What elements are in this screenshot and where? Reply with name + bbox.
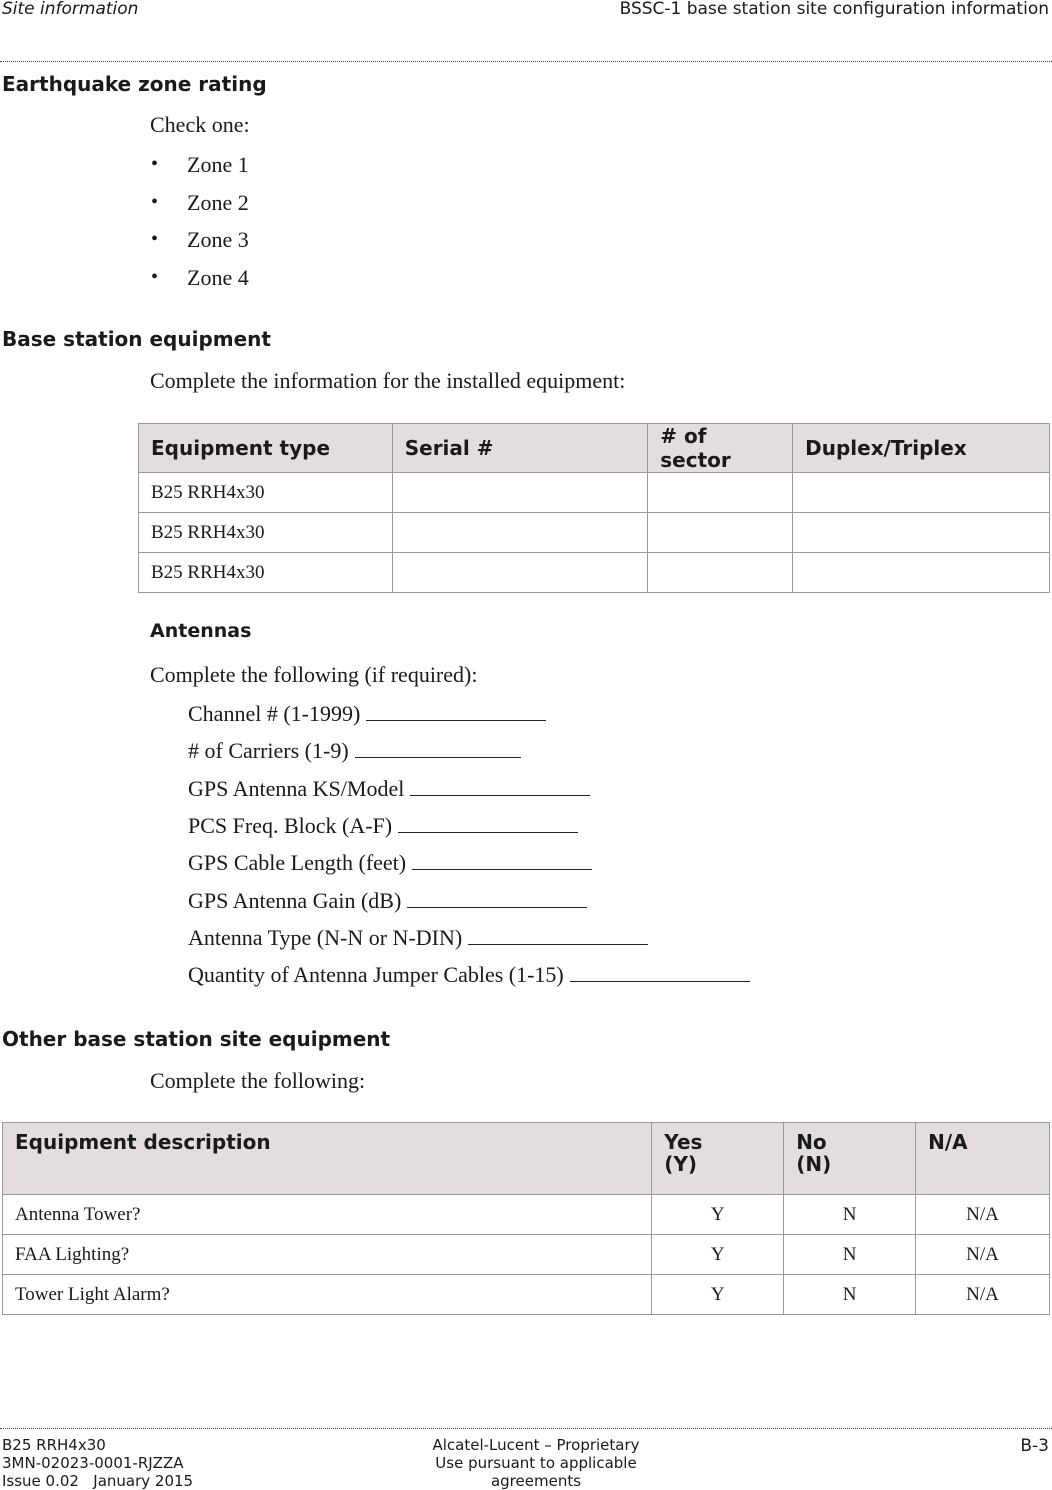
antenna-field (188, 888, 587, 914)
equipment-description-cell: Antenna Tower? (3, 1195, 652, 1235)
table-row (139, 473, 1050, 513)
fill-in-blank[interactable] (410, 777, 590, 796)
field-label: Channel # (1-1999) (188, 701, 361, 726)
zone-list (150, 146, 249, 296)
header-title: BSSC-1 base station site configuration information (619, 0, 1049, 19)
zone-label: Zone 2 (187, 189, 249, 215)
equipment-type-cell: B25 RRH4x30 (139, 553, 393, 593)
column-header: Serial # (392, 424, 648, 473)
table-row (3, 1275, 1050, 1315)
yes-option[interactable]: Y (652, 1195, 784, 1235)
antenna-field (188, 701, 546, 727)
column-header: Duplex/Triplex (793, 424, 1050, 473)
fill-in-blank[interactable] (398, 814, 578, 833)
footer-notice: Use pursuant to applicable agreements (435, 1454, 637, 1490)
serial-cell[interactable] (392, 473, 648, 513)
no-option[interactable]: N (784, 1275, 916, 1315)
zone-label: Zone 4 (187, 264, 249, 290)
zone-item (150, 259, 249, 297)
serial-cell[interactable] (392, 553, 648, 593)
field-label: GPS Cable Length (feet) (188, 850, 407, 875)
fill-in-blank[interactable] (355, 739, 521, 758)
field-label: PCS Freq. Block (A-F) (188, 813, 393, 838)
page-number: B-3 (1020, 1436, 1049, 1456)
field-label: GPS Antenna KS/Model (188, 776, 405, 801)
footer-date: January 2015 (93, 1472, 194, 1490)
na-option[interactable]: N/A (916, 1235, 1050, 1275)
table-row (3, 1235, 1050, 1275)
sector-cell[interactable] (648, 473, 793, 513)
zone-item (150, 146, 249, 184)
field-label: Antenna Type (N-N or N-DIN) (188, 925, 463, 950)
bullet: • (151, 265, 159, 288)
fill-in-blank[interactable] (366, 702, 546, 721)
field-label: # of Carriers (1-9) (188, 738, 349, 763)
column-header: # of sector (648, 424, 793, 473)
footer-company: Alcatel-Lucent – Proprietary (432, 1436, 640, 1454)
zone-label: Zone 1 (187, 152, 249, 177)
header-section: Site information (2, 0, 139, 19)
column-header (916, 1123, 1050, 1195)
table-row (139, 513, 1050, 553)
antennas-heading: Antennas (150, 620, 252, 642)
bullet: • (151, 153, 159, 175)
equipment-table (138, 423, 1050, 593)
other-equipment-heading: Other base station site equipment (2, 1027, 391, 1051)
no-option[interactable]: N (784, 1195, 916, 1235)
equipment-description-cell: FAA Lighting? (3, 1235, 652, 1275)
fill-in-blank[interactable] (468, 926, 648, 945)
duplex-cell[interactable] (793, 553, 1050, 593)
equipment-type-cell: B25 RRH4x30 (139, 473, 393, 513)
table-header-row (139, 424, 1050, 473)
column-header (784, 1123, 916, 1195)
fill-in-blank[interactable] (407, 889, 587, 908)
table-row (139, 553, 1050, 593)
column-header-line: (Y) (664, 1152, 698, 1176)
column-header-line: No (796, 1130, 827, 1154)
footer-issue: Issue 0.02 (2, 1472, 79, 1490)
footer-doc-number: 3MN-02023-0001-RJZZA (2, 1454, 184, 1472)
zone-item (150, 221, 249, 259)
serial-cell[interactable] (392, 513, 648, 553)
zone-item (150, 184, 249, 222)
no-option[interactable]: N (784, 1235, 916, 1275)
bullet: • (151, 228, 159, 250)
duplex-cell[interactable] (793, 513, 1050, 553)
column-header-line: Yes (664, 1130, 703, 1154)
antenna-field (188, 813, 578, 839)
sector-cell[interactable] (648, 513, 793, 553)
footer-doc-info (2, 1436, 193, 1490)
earthquake-instruction: Check one: (150, 112, 250, 137)
duplex-cell[interactable] (793, 473, 1050, 513)
base-station-heading: Base station equipment (2, 327, 271, 351)
field-label: GPS Antenna Gain (dB) (188, 888, 402, 913)
na-option[interactable]: N/A (916, 1275, 1050, 1315)
fill-in-blank[interactable] (412, 851, 592, 870)
antennas-instruction: Complete the following (if required): (150, 662, 478, 687)
column-header (652, 1123, 784, 1195)
field-label: Quantity of Antenna Jumper Cables (1-15) (188, 962, 564, 987)
other-equipment-instruction: Complete the following: (150, 1068, 366, 1093)
antenna-field (188, 738, 521, 764)
yes-option[interactable]: Y (652, 1275, 784, 1315)
table-header-row (3, 1123, 1050, 1195)
sector-cell[interactable] (648, 553, 793, 593)
antenna-field (188, 925, 648, 951)
bullet: • (151, 190, 159, 213)
yes-option[interactable]: Y (652, 1235, 784, 1275)
column-header-line: (N) (796, 1152, 832, 1176)
header-divider (0, 61, 1052, 62)
column-header-line: N/A (928, 1130, 968, 1154)
column-header-line: Equipment description (15, 1130, 271, 1154)
table-row (3, 1195, 1050, 1235)
antenna-field (188, 776, 590, 802)
equipment-type-cell: B25 RRH4x30 (139, 513, 393, 553)
antenna-field (188, 962, 750, 988)
zone-label: Zone 3 (187, 227, 249, 252)
antenna-field (188, 850, 592, 876)
footer-divider (0, 1428, 1052, 1429)
footer-issue-line (2, 1472, 193, 1490)
na-option[interactable]: N/A (916, 1195, 1050, 1235)
earthquake-heading: Earthquake zone rating (2, 72, 267, 96)
column-header (3, 1123, 652, 1195)
footer-product: B25 RRH4x30 (2, 1436, 106, 1454)
footer-proprietary (396, 1436, 676, 1490)
column-header: Equipment type (139, 424, 393, 473)
base-station-instruction: Complete the information for the installed equipment: (150, 368, 626, 393)
fill-in-blank[interactable] (570, 963, 750, 982)
other-equipment-table (2, 1122, 1050, 1315)
equipment-description-cell: Tower Light Alarm? (3, 1275, 652, 1315)
